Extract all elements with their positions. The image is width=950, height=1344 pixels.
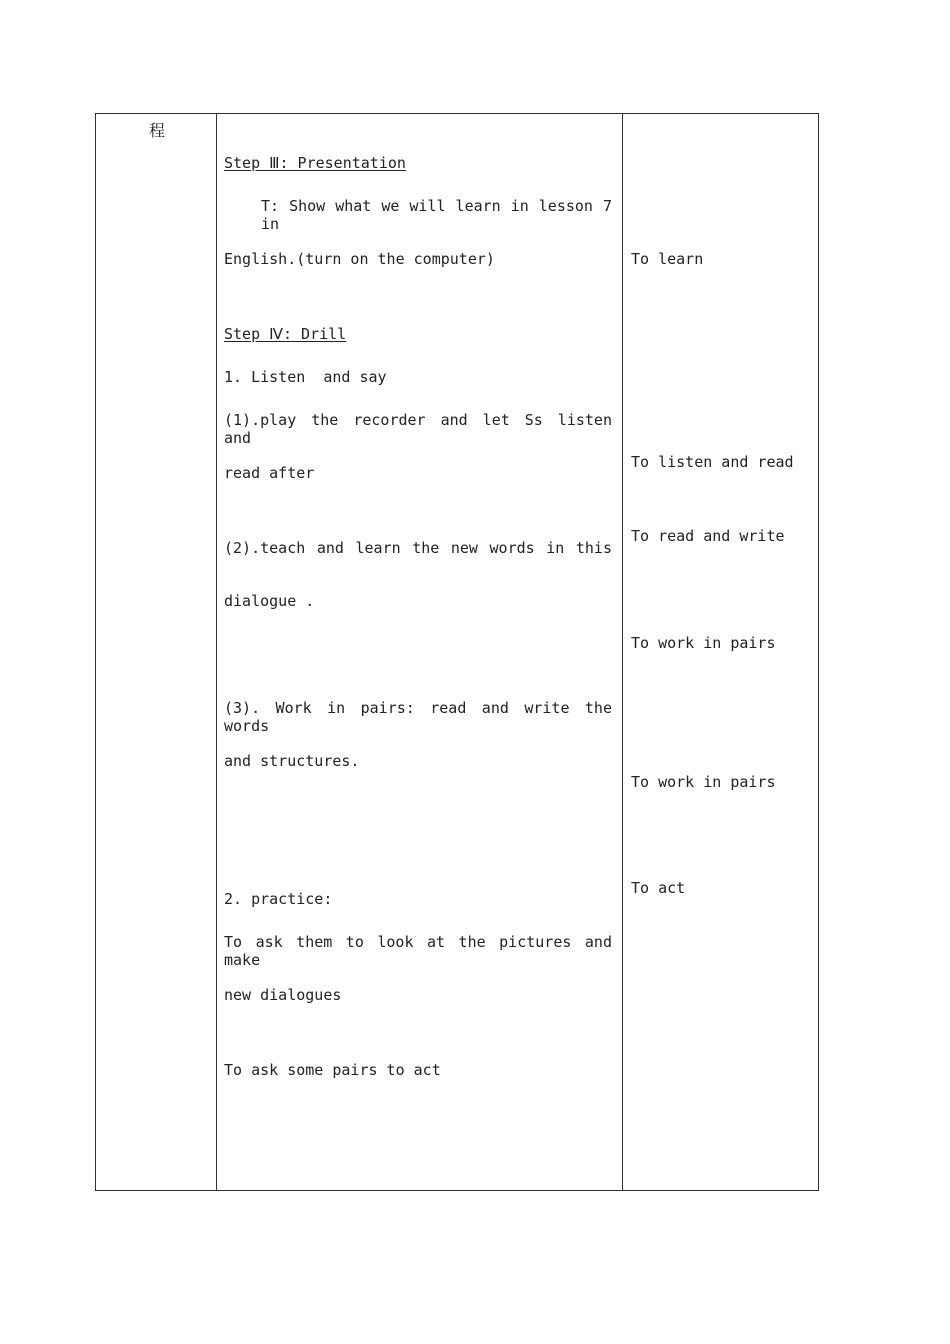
right-work-pairs-2: To work in pairs bbox=[631, 773, 776, 791]
act-line: To ask some pairs to act bbox=[224, 1061, 441, 1079]
practice-heading: 2. practice: bbox=[224, 890, 333, 908]
right-act: To act bbox=[631, 879, 686, 897]
right-listen-read: To listen and read bbox=[631, 453, 794, 471]
step3-heading: Step Ⅲ: Presentation bbox=[224, 154, 406, 172]
listen-say: 1. Listen and say bbox=[224, 368, 387, 386]
item2-line2: dialogue . bbox=[224, 592, 315, 610]
practice-line1: To ask them to look at the pictures and make bbox=[224, 933, 612, 969]
step3-line1: T: Show what we will learn in lesson 7 in bbox=[261, 197, 612, 233]
right-learn: To learn bbox=[631, 250, 704, 268]
item1-line2: read after bbox=[224, 464, 315, 482]
item3-line1: (3). Work in pairs: read and write the words bbox=[224, 699, 612, 735]
item1-line1: (1).play the recorder and let Ss listen and bbox=[224, 411, 612, 447]
right-work-pairs-1: To work in pairs bbox=[631, 634, 776, 652]
right-read-write: To read and write bbox=[631, 527, 785, 545]
practice-line2: new dialogues bbox=[224, 986, 342, 1004]
left-column-char: 程 bbox=[149, 121, 166, 140]
column-divider-right bbox=[622, 114, 623, 1190]
step3-line2: English.(turn on the computer) bbox=[224, 250, 495, 268]
lesson-plan-table bbox=[95, 113, 819, 1191]
column-divider-left bbox=[216, 114, 217, 1190]
step4-heading: Step Ⅳ: Drill bbox=[224, 325, 347, 343]
item2-line1: (2).teach and learn the new words in this bbox=[224, 539, 612, 557]
item3-line2: and structures. bbox=[224, 752, 360, 770]
